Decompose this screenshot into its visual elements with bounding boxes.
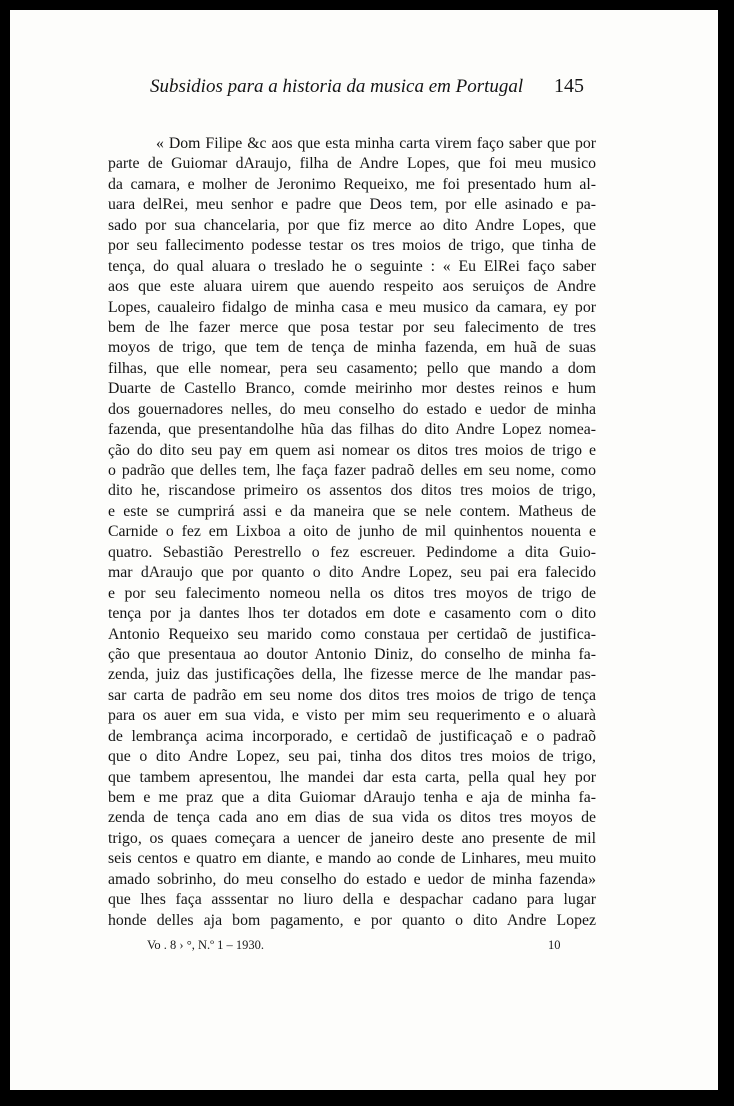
signature-mark: Vo . 8 › °, N.º 1 – 1930. (147, 938, 264, 952)
text-line: moyos de trigo, que tem de tença de minha fazenda, em huã de suas (108, 339, 596, 357)
page-footer (147, 938, 587, 958)
text-line: bem de lhe fazer merce que posa testar por seu falecimento de tres (108, 318, 596, 336)
text-line: trigo, os quaes começara a uencer de janeiro deste ano presente de mil (108, 829, 596, 847)
text-line: seis centos e quatro em diante, e mando ao conde de Linhares, meu muito (108, 850, 596, 868)
body-text (108, 134, 596, 931)
text-line: o padrão que delles tem, lhe faça fazer padraõ delles em seu nome, como (108, 462, 596, 479)
text-line: bem e me praz que a dita Guiomar dAraujo tenha e aja de minha fa- (108, 789, 596, 806)
text-line: zenda de tença cada ano em dias de sua vida os ditos tres moyos de (108, 809, 596, 827)
text-line: que tambem apresentou, lhe mandei dar esta carta, pella qual hey por (108, 768, 596, 786)
text-line: de lembrança acima incorporado, e certidaõ de justificaçaõ e o padraõ (108, 727, 596, 745)
text-line: da camara, e molher de Jeronimo Requeixo, me foi presentado hum al- (108, 175, 596, 193)
text-line: « Dom Filipe &c aos que esta minha carta virem faço saber que por (156, 135, 596, 152)
text-line: para os auer em sua vida, e visto per mim seu requerimento e o aluarà (108, 707, 596, 725)
text-line: ção do dito seu pay em quem asi nomear os ditos tres moios de trigo e (108, 441, 596, 459)
text-line: e por seu falecimento nomeou nella os ditos tres moyos de trigo de (108, 584, 596, 602)
text-line: Lopes, caualeiro fidalgo de minha casa e meu musico da camara, ey por (108, 298, 596, 316)
text-line: que o dito Andre Lopez, seu pai, tinha dos ditos tres moios de trigo, (108, 748, 596, 766)
text-line: Duarte de Castello Branco, comde meirinho mor destes reinos e hum (108, 380, 596, 398)
text-line: Carnide o fez em Lixboa a oito de junho de mil quinhentos nouenta e (108, 523, 596, 541)
text-line: fazenda, que presentandolhe hũa das filhas do dito Andre Lopez nomea- (108, 421, 596, 439)
book-page (10, 10, 718, 1090)
text-line: aos que este aluara uirem que auendo respeito aos seruiços de Andre (108, 278, 596, 296)
text-line: sado por sua chancelaria, por que fiz merce ao dito Andre Lopes, que (108, 216, 596, 234)
text-line: honde delles aja bom pagamento, e por quanto o dito Andre Lopez (108, 911, 596, 929)
page-number: 145 (554, 75, 584, 97)
text-line: uara delRei, meu senhor e padre que Deos tem, por elle asinado e pa- (108, 196, 596, 214)
text-line: Antonio Requeixo seu marido como constaua per certidaõ de justifica- (108, 625, 596, 643)
text-line: dito he, riscandose primeiro os assentos dos ditos tres moios de trigo, (108, 482, 596, 500)
text-line: dos gouernadores nelles, do meu conselho do estado e uedor de minha (108, 400, 596, 418)
text-line: tença, do qual aluara o treslado he o seguinte : « Eu ElRei faço saber (108, 257, 596, 275)
text-line: mar dAraujo que por quanto o dito Andre Lopez, seu pai era falecido (108, 564, 596, 582)
text-line: parte de Guiomar dAraujo, filha de Andre Lopes, que foi meu musico (108, 155, 596, 173)
sheet-mark: 10 (548, 938, 561, 952)
text-line: que lhes faça asssentar no liuro della e despachar cadano para lugar (108, 891, 596, 909)
text-line: tença por ja dantes lhos ter dotados em dote e casamento com o dito (108, 605, 596, 623)
running-head (150, 76, 610, 106)
text-line: filhas, que elle nomear, pera seu casamento; pello que mando a dom (108, 359, 596, 377)
text-line: ção que presentaua ao doutor Antonio Diniz, do conselho de minha fa- (108, 645, 596, 663)
text-line: quatro. Sebastião Perestrello o fez escreuer. Pedindome a dita Guio- (108, 543, 596, 561)
text-line: zenda, juiz das justificações della, lhe fizesse merce de lhe mandar pas- (108, 666, 596, 684)
text-line: por seu fallecimento podesse testar os tres moios de trigo, que tinha de (108, 237, 596, 255)
text-line: amado sobrinho, do meu conselho do estado e uedor de minha fazenda» (108, 870, 596, 888)
text-line: e este se cumprirá assi e da maneira que se nele contem. Matheus de (108, 502, 596, 520)
text-line: sar carta de padrão em seu nome dos ditos tres moios de trigo de tença (108, 686, 596, 704)
running-title: Subsidios para a historia da musica em Portugal (150, 76, 524, 97)
